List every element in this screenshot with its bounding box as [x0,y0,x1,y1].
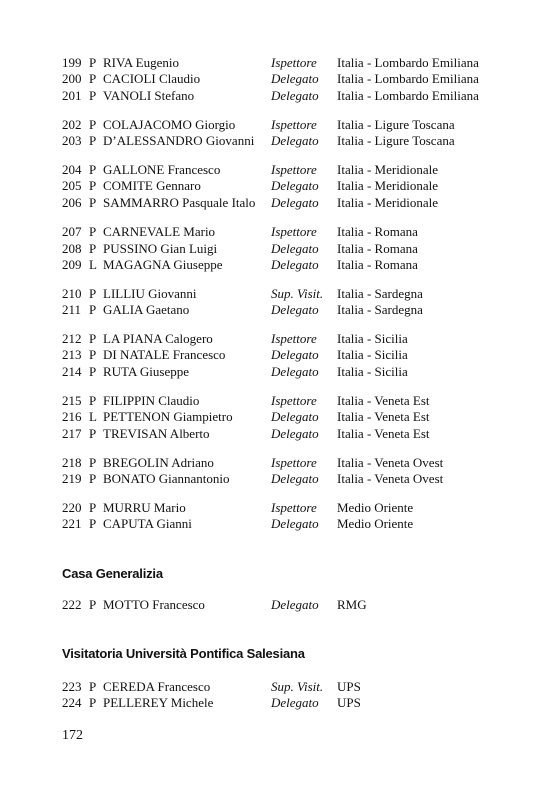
entry-number: 211 [62,302,82,317]
entry-province: Italia - Veneta Ovest [337,455,444,470]
entry-number: 205 [62,178,82,193]
entry-province: Italia - Lombardo Emiliana [337,71,479,86]
entry-type: P [89,695,97,710]
entry-name: DI NATALE Francesco [103,347,226,362]
entry-role: Delegato [271,597,319,612]
entry-role: Delegato [271,302,319,317]
entry-name: CAPUTA Gianni [103,516,192,531]
entry-role: Ispettore [271,500,317,515]
section-heading: Visitatoria Università Pontifica Salesiana [62,646,305,661]
entry-province: Italia - Meridionale [337,195,439,210]
entry-role: Ispettore [271,55,317,70]
entry-type: P [89,133,97,148]
entry-type: P [89,500,97,515]
entry-role: Ispettore [271,393,317,408]
entry-role: Delegato [271,257,319,272]
entry-number: 209 [62,257,82,272]
entry-type: P [89,516,97,531]
entry-number: 223 [62,679,82,694]
entry-type: P [89,162,97,177]
entry-name: SAMMARRO Pasquale Italo [103,195,256,210]
entry-type: P [89,471,97,486]
entry-role: Ispettore [271,117,317,132]
entry-name: GALIA Gaetano [103,302,190,317]
entry-role: Delegato [271,195,319,210]
entry-province: Italia - Ligure Toscana [337,133,455,148]
entry-number: 204 [62,162,82,177]
entry-province: Italia - Veneta Ovest [337,471,444,486]
entry-type: P [89,88,97,103]
entry-province: Italia - Meridionale [337,178,439,193]
entry-role: Delegato [271,409,319,424]
entry-province: Italia - Sicilia [337,331,408,346]
entry-number: 220 [62,500,82,515]
entry-role: Delegato [271,88,319,103]
entry-role: Sup. Visit. [271,286,324,301]
entry-name: PELLEREY Michele [103,695,214,710]
entry-type: P [89,331,97,346]
entry-number: 201 [62,88,82,103]
entry-number: 206 [62,195,82,210]
entry-role: Ispettore [271,224,317,239]
entry-province: Italia - Sardegna [337,286,423,301]
entry-province: Italia - Romana [337,257,418,272]
entry-role: Delegato [271,471,319,486]
entry-province: Italia - Meridionale [337,162,439,177]
entry-name: LILLIU Giovanni [103,286,197,301]
entry-name: RIVA Eugenio [103,55,179,70]
entry-role: Delegato [271,695,319,710]
entry-name: FILIPPIN Claudio [103,393,200,408]
entry-type: L [89,257,97,272]
entry-type: P [89,426,97,441]
entry-number: 221 [62,516,82,531]
entry-name: MAGAGNA Giuseppe [103,257,223,272]
entry-name: BONATO Giannantonio [103,471,230,486]
entry-name: PUSSINO Gian Luigi [103,241,218,256]
entry-province: Italia - Veneta Est [337,393,430,408]
entry-role: Delegato [271,516,319,531]
entry-number: 200 [62,71,82,86]
entry-role: Delegato [271,178,319,193]
entry-number: 212 [62,331,82,346]
page-number: 172 [62,728,83,743]
entry-number: 207 [62,224,82,239]
entry-province: Medio Oriente [337,500,414,515]
entry-type: P [89,71,97,86]
entry-role: Delegato [271,426,319,441]
entry-type: P [89,55,97,70]
entry-number: 218 [62,455,82,470]
entry-number: 199 [62,55,82,70]
entry-number: 210 [62,286,82,301]
entry-role: Ispettore [271,331,317,346]
entry-type: P [89,286,97,301]
entry-name: VANOLI Stefano [103,88,195,103]
entry-number: 213 [62,347,82,362]
entry-province: RMG [337,597,367,612]
entry-province: Italia - Romana [337,224,418,239]
entry-name: LA PIANA Calogero [103,331,213,346]
entry-number: 202 [62,117,82,132]
entry-name: RUTA Giuseppe [103,364,189,379]
entry-type: P [89,241,97,256]
entry-name: PETTENON Giampietro [103,409,233,424]
entry-number: 208 [62,241,82,256]
entry-number: 215 [62,393,82,408]
entry-type: P [89,178,97,193]
entry-province: Italia - Ligure Toscana [337,117,455,132]
entry-type: P [89,455,97,470]
entry-type: P [89,195,97,210]
entry-number: 216 [62,409,82,424]
entry-province: Italia - Sicilia [337,364,408,379]
entry-type: P [89,347,97,362]
entry-role: Ispettore [271,162,317,177]
entry-name: CEREDA Francesco [103,679,211,694]
entry-role: Delegato [271,364,319,379]
entry-name: D’ALESSANDRO Giovanni [103,133,255,148]
entry-province: Italia - Sardegna [337,302,423,317]
entry-type: P [89,364,97,379]
entry-name: COLAJACOMO Giorgio [103,117,236,132]
entry-province: UPS [337,679,361,694]
entry-province: Italia - Lombardo Emiliana [337,88,479,103]
entry-name: CARNEVALE Mario [103,224,216,239]
entry-role: Sup. Visit. [271,679,324,694]
entry-province: Italia - Sicilia [337,347,408,362]
entry-type: L [89,409,97,424]
entry-name: BREGOLIN Adriano [103,455,214,470]
entry-province: UPS [337,695,361,710]
entry-number: 219 [62,471,82,486]
entry-number: 203 [62,133,82,148]
entry-province: Italia - Veneta Est [337,409,430,424]
entry-role: Ispettore [271,455,317,470]
entry-role: Delegato [271,241,319,256]
entry-name: GALLONE Francesco [103,162,221,177]
entry-name: MURRU Mario [103,500,186,515]
entry-name: COMITE Gennaro [103,178,201,193]
entry-type: P [89,302,97,317]
entry-province: Medio Oriente [337,516,414,531]
entry-type: P [89,224,97,239]
entry-type: P [89,597,97,612]
entry-role: Delegato [271,133,319,148]
entry-role: Delegato [271,347,319,362]
entry-number: 224 [62,695,82,710]
entry-number: 217 [62,426,82,441]
entry-name: MOTTO Francesco [103,597,205,612]
entry-number: 222 [62,597,82,612]
entry-province: Italia - Veneta Est [337,426,430,441]
section-heading: Casa Generalizia [62,566,163,581]
entry-type: P [89,679,97,694]
entry-type: P [89,393,97,408]
entry-name: TREVISAN Alberto [103,426,210,441]
entry-province: Italia - Romana [337,241,418,256]
entry-number: 214 [62,364,82,379]
entry-name: CACIOLI Claudio [103,71,201,86]
entry-role: Delegato [271,71,319,86]
entry-type: P [89,117,97,132]
entry-province: Italia - Lombardo Emiliana [337,55,479,70]
